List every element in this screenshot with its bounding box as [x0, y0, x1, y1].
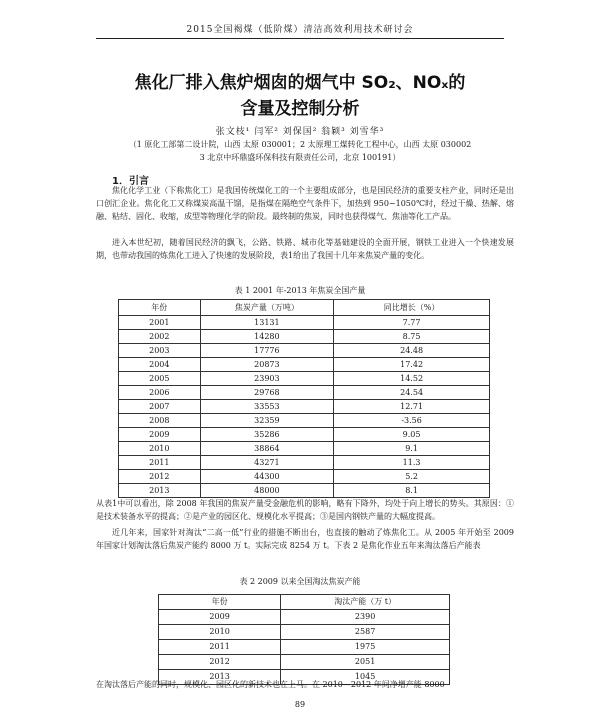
table-row: [119, 344, 490, 358]
table-row: [119, 400, 490, 414]
affiliation-line-1: （1 原化工部第二设计院，山西 太原 030001；2 太原理工煤转化工程中心，山西 太原 030002: [128, 140, 472, 149]
cell-year: 2012: [159, 655, 281, 670]
cell-year: 2013: [159, 670, 281, 685]
table1-caption: 表 1 2001 年-2013 年焦炭全国产量: [234, 286, 366, 295]
paragraph-growth: 进入本世纪初，随着国民经济的飘飞，公路、铁路、城市化等基础建设的全面开展，钢铁工业进入一个快速发展期，也带动我国的炼焦化工进入了快速的发展阶段，表1给出了我国十几年来焦炭产量的变化。: [96, 238, 514, 260]
cell-year: 2001: [119, 316, 201, 330]
cell-growth: 24.48: [334, 344, 490, 358]
cell-growth: 5.2: [334, 470, 490, 484]
cell-year: 2002: [119, 330, 201, 344]
cell-growth: 11.3: [334, 456, 490, 470]
cell-year: 2008: [119, 414, 201, 428]
table-row: [119, 442, 490, 456]
running-header: 2015全国褐煤（低阶煤）清洁高效利用技术研讨会: [186, 25, 414, 35]
table-row: [119, 470, 490, 484]
cell-growth: 8.75: [334, 330, 490, 344]
cell-year: 2010: [159, 625, 281, 640]
cell-output: 32359: [200, 414, 334, 428]
table-row: [119, 428, 490, 442]
cell-output: 29768: [200, 386, 334, 400]
cell-year: 2010: [119, 442, 201, 456]
paragraph-continuation: 在淘汰落后产能的同时，规模化、园区化的新技术也在上马。在 2010—2012 年间净增产能 8000: [96, 680, 445, 689]
paragraph-intro: 焦化化学工业（下称焦化工）是我国传统煤化工的一个主要组成部分，也是国民经济的重要支柱产业，同时还是出口创汇企业。焦化化工又称煤炭高温干馏，是指煤在隔绝空气条件下，加热到 950~1050℃时，经过干燥、热解、熔融、粘结、固化、收缩，成型等物理化学的阶段。最终制的焦炭，同时也获得煤气、焦油等化工产品。: [96, 186, 514, 221]
table-row: [119, 316, 490, 330]
title-line-1: 焦化厂排入焦炉烟囱的烟气中 SO₂、NOₓ的: [134, 73, 466, 93]
header-rule: [96, 38, 504, 39]
cell-growth: 14.52: [334, 372, 490, 386]
cell-year: 2007: [119, 400, 201, 414]
table-row: [159, 655, 450, 670]
table-row: [119, 330, 490, 344]
paragraph-table1-analysis: 从表1中可以看出，除 2008 年我国的焦炭产量受金融危机的影响，略有下降外，均处于向上增长的势头。其原因：①是技术装备水平的提高；②是产业的园区化、规模化水平提高；③是国内钢铁产量的大幅度提高。: [96, 499, 514, 521]
cell-growth: 24.54: [334, 386, 490, 400]
cell-output: 20873: [200, 358, 334, 372]
table-row: [159, 640, 450, 655]
col-header-output: 焦炭产量（万吨）: [200, 300, 334, 316]
cell-growth: 8.1: [334, 484, 490, 498]
table2-caption: 表 2 2009 以来全国淘汰焦炭产能: [239, 577, 361, 586]
cell-year: 2006: [119, 386, 201, 400]
coke-production-table: [118, 299, 490, 498]
cell-year: 2011: [119, 456, 201, 470]
col-header-eliminated: 淘汰产能（万 t）: [281, 595, 450, 610]
cell-eliminated: 1975: [281, 640, 450, 655]
cell-year: 2012: [119, 470, 201, 484]
section-heading: 1．引言: [112, 176, 149, 187]
cell-year: 2013: [119, 484, 201, 498]
cell-growth: 12.71: [334, 400, 490, 414]
cell-year: 2004: [119, 358, 201, 372]
cell-output: 14280: [200, 330, 334, 344]
col-header-year: 年份: [159, 595, 281, 610]
title-line-2: 含量及控制分析: [240, 99, 360, 119]
cell-output: 23903: [200, 372, 334, 386]
cell-growth: 7.77: [334, 316, 490, 330]
cell-year: 2009: [119, 428, 201, 442]
table-row: [119, 372, 490, 386]
table-row: [119, 456, 490, 470]
col-header-growth: 同比增长（%）: [334, 300, 490, 316]
cell-output: 33553: [200, 400, 334, 414]
table-row: [119, 484, 490, 498]
capacity-elimination-table: [158, 594, 450, 685]
cell-output: 48000: [200, 484, 334, 498]
table-row: [159, 625, 450, 640]
cell-growth: 9.05: [334, 428, 490, 442]
table-row: [119, 386, 490, 400]
table-header-row: [119, 300, 490, 316]
cell-output: 38864: [200, 442, 334, 456]
cell-output: 35286: [200, 428, 334, 442]
cell-output: 13131: [200, 316, 334, 330]
page-number: 89: [294, 700, 306, 709]
paragraph-elimination: 近几年来，国家针对淘汰“二高一低”行业的措施不断出台，也直接的触动了炼焦化工。从 2005 年开始至 2009 年国家计划淘汰落后焦炭产能约 8000 万 t。实际完成 8254 万 t。下表 2 是焦化作业五年来淘汰落后产能表: [96, 528, 514, 550]
cell-year: 2011: [159, 640, 281, 655]
cell-eliminated: 1045: [281, 670, 450, 685]
cell-year: 2009: [159, 610, 281, 625]
table-row: [119, 358, 490, 372]
cell-output: 43271: [200, 456, 334, 470]
cell-eliminated: 2051: [281, 655, 450, 670]
cell-eliminated: 2587: [281, 625, 450, 640]
col-header-year: 年份: [119, 300, 201, 316]
cell-growth: 9.1: [334, 442, 490, 456]
cell-output: 17776: [200, 344, 334, 358]
table-row: [159, 610, 450, 625]
affiliation-line-2: 3 北京中环鼎盛环保科技有限责任公司，北京 100191）: [199, 153, 401, 162]
cell-year: 2003: [119, 344, 201, 358]
table-row: [119, 414, 490, 428]
cell-output: 44300: [200, 470, 334, 484]
table-header-row: [159, 595, 450, 610]
cell-year: 2005: [119, 372, 201, 386]
cell-growth: 17.42: [334, 358, 490, 372]
cell-growth: -3.56: [334, 414, 490, 428]
cell-eliminated: 2390: [281, 610, 450, 625]
authors: 张文枝¹ 闫军² 刘保国² 翁颖³ 刘雪华³: [215, 127, 385, 137]
